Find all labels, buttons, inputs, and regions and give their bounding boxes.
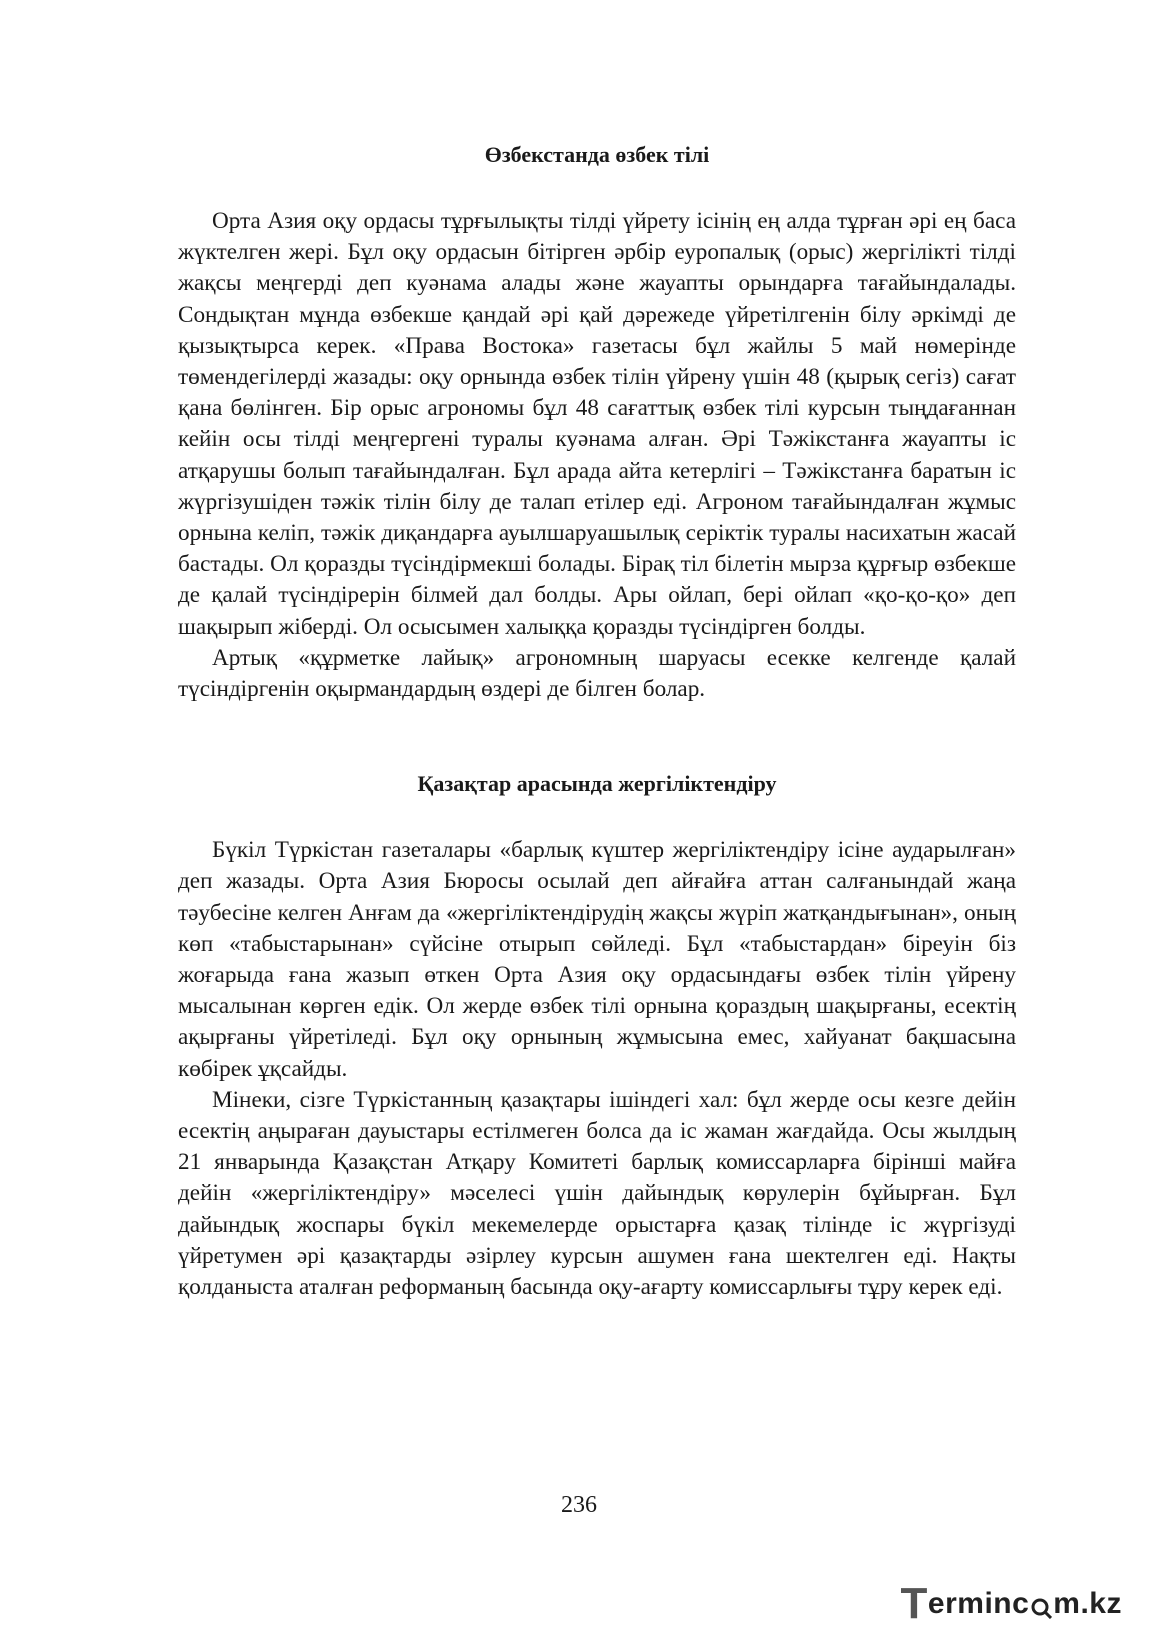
watermark-text: erminc: [927, 1587, 1030, 1620]
page-body: [178, 140, 1016, 1303]
page-number: 236: [561, 1492, 597, 1518]
watermark-logo: [900, 1579, 1122, 1628]
watermark-t: T: [900, 1579, 928, 1628]
section-kazakh: [178, 769, 1016, 1303]
magnifier-icon: [1030, 1593, 1052, 1615]
paragraph: Орта Азия оқу ордасы тұрғылықты тілді үйрету ісінің ең алда тұрған әрі ең баса жүктелген жері. Бұл оқу ордасын бітірген әрбір еуропалық (орыс) жергілікті тілді жақсы меңгерді деп куәнама алады және жауапты орындарға тағайындалады. Сондықтан мұнда өзбекше қандай әрі қай дәрежеде үйретілгенін білу әркімді де қызықтырса керек. «Права Востока» газетасы бұл жайлы 5 май нөмерінде төмендегілерді жазады: оқу орнында өзбек тілін үйрену үшін 48 (қырық сегіз) сағат қана бөлінген. Бір орыс агрономы бұл 48 сағаттық өзбек тілі курсын тыңдағаннан кейін осы тілді меңгергені туралы куәнама алған. Әрі Тәжікстанға жауапты іс атқарушы болып тағайындалған. Бұл арада айта кетерлігі – Тәжікстанға баратын іс жүргізушіден тәжік тілін білу де талап етілер еді. Агроном тағайындалған жұмыс орнына келіп, тәжік диқандарға ауылшаруашылық серіктік туралы насихатын жасай бастады. Ол қоразды түсіндірмекші болады. Бірақ тіл білетін мырза құрғыр өзбекше де қалай түсіндірерін білмей дал болды. Ары ойлап, бері ойлап «қо-қо-қо» деп шақырып жіберді. Ол осысымен халыққа қоразды түсіндірген болды.: [178, 208, 1016, 640]
watermark-domain: m.kz: [1053, 1587, 1122, 1620]
section-uzbek: [178, 140, 1016, 705]
paragraph: Артық «құрметке лайық» агрономның шаруасы есекке келгенде қалай түсіндіргенін оқырмандардың өздері де білген болар.: [178, 644, 1016, 703]
paragraph: Мінеки, сізге Түркістанның қазақтары ішіндегі хал: бұл жерде осы кезге дейін есектің аңыраған дауыстары естілмеген болса да іс жаман жағдайда. Осы жылдың 21 январында Қазақстан Атқару Комитеті барлық комиссарларға бірінші майға дейін «жергіліктендіру» мәселесі үшін дайындық көрулерін бұйырған. Бұл дайындық жоспары бүкіл мекемелерде орыстарға қазақ тілінде іс жүргізуді үйретумен әрі қазақтарды әзірлеу курсын ашумен ғана шектелген еді. Нақты қолданыста аталған реформаның басында оқу-ағарту комиссарлығы тұру керек еді.: [178, 1086, 1016, 1301]
paragraph: Бүкіл Түркістан газеталары «барлық күштер жергіліктендіру ісіне аударылған» деп жазады. Орта Азия Бюросы осылай деп айғайға аттан салғанындай жаңа тәубесіне келген Анғам да «жергіліктендірудің жақсы жүріп жатқандығынан», оның көп «табыстарынан» сүйсіне отырып сөйледі. Бұл «табыстардан» біреуін біз жоғарыда ғана жазып өткен Орта Азия оқу ордасындағы өзбек тілін үйрену мысалынан көрген едік. Ол жерде өзбек тілі орнына қораздың шақырғаны, есектің ақырғаны үйретіледі. Бұл оқу орнының жұмысына емес, хайуанат бақшасына көбірек ұқсайды.: [178, 837, 1016, 1082]
section-title: Өзбекстанда өзбек тілі: [484, 142, 710, 167]
section-title: Қазақтар арасында жергіліктендіру: [417, 771, 777, 797]
